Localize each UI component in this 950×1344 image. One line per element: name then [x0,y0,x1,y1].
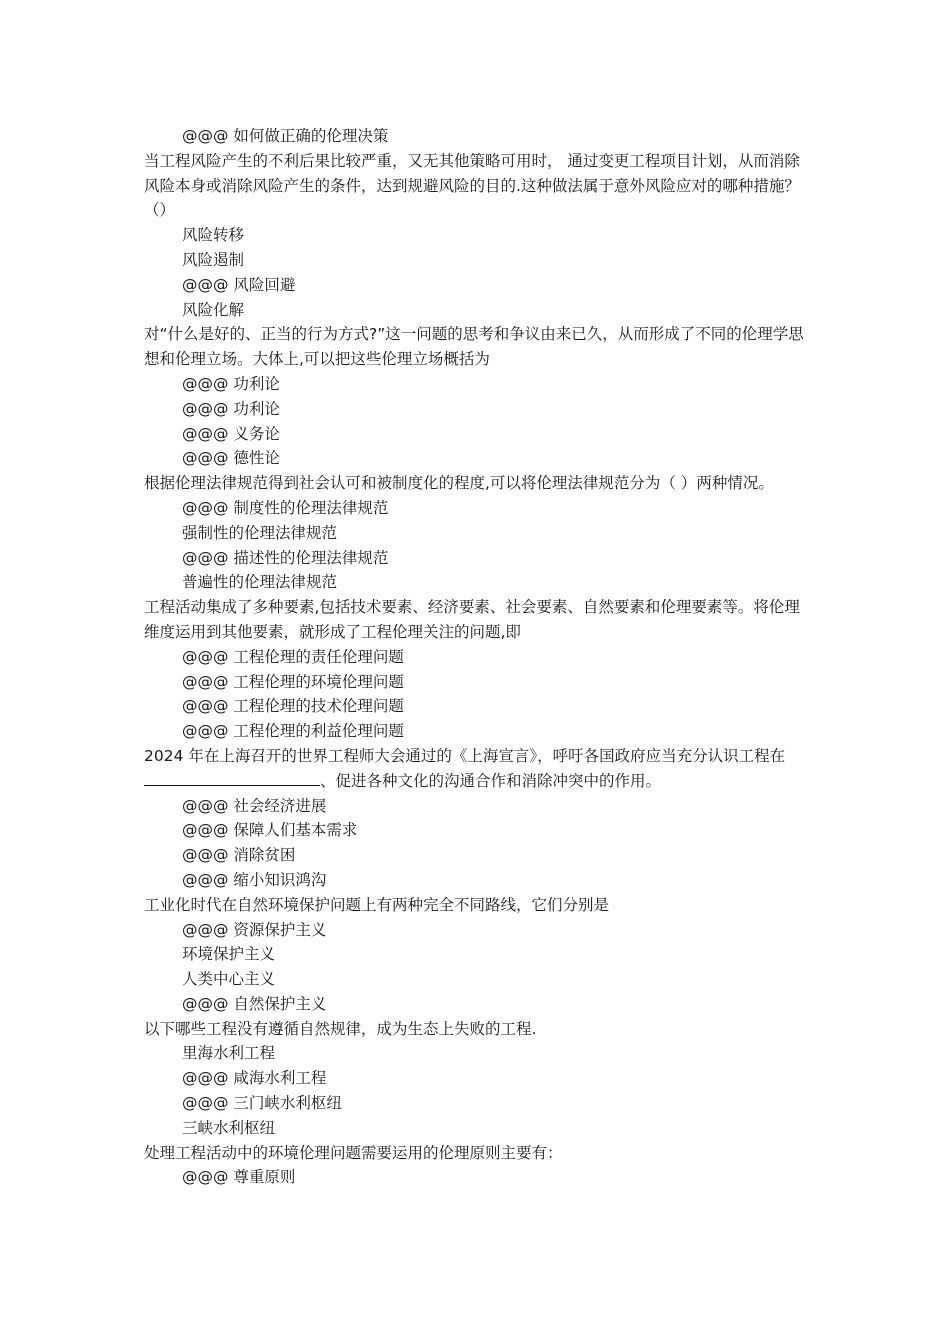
answer-option: 三峡水利枢纽 [182,1118,276,1137]
answer-option: @@@ 义务论 [182,424,280,443]
answer-option: @@@ 缩小知识鸿沟 [182,870,327,889]
question-text: 当工程风险产生的不利后果比较严重，又无其他策略可用时， 通过变更工程项目计划，从而消除风险本身或消除风险产生的条件，达到规避风险的目的.这种做法属于意外风险应对的哪种措施？（） [144,151,800,220]
answer-option: @@@ 咸海水利工程 [182,1069,327,1088]
answer-option: 强制性的伦理法律规范 [182,523,338,542]
fill-in-blank [144,769,320,786]
answer-option: @@@ 保障人们基本需求 [182,821,358,840]
question-list [144,124,810,1190]
answer-option: 普遍性的伦理法律规范 [182,573,338,592]
answer-option: @@@ 描述性的伦理法律规范 [182,548,389,567]
question-text: 对“什么是好的、正当的行为方式?”这一问题的思考和争议由来已久，从而形成了不同的伦理学思想和伦理立场。大体上,可以把这些伦理立场概括为 [144,325,804,369]
answer-option: @@@ 工程伦理的利益伦理问题 [182,722,404,741]
answer-option: @@@ 工程伦理的责任伦理问题 [182,647,404,666]
answer-option: @@@ 资源保护主义 [182,920,327,939]
answer-option: @@@ 工程伦理的技术伦理问题 [182,697,404,716]
question-text: 根据伦理法律规范得到社会认可和被制度化的程度,可以将伦理法律规范分为（ ）两种情况。 [144,474,774,493]
answer-option: 人类中心主义 [182,970,276,989]
answer-option: @@@ 风险回避 [182,275,296,294]
question-text-before-blank: 2024 年在上海召开的世界工程师大会通过的《上海宣言》，呼吁各国政府应当充分认识工程在 [144,746,786,765]
answer-option: @@@ 三门峡水利枢纽 [182,1094,342,1113]
answer-option: 风险化解 [182,300,245,319]
question-text: 工程活动集成了多种要素,包括技术要素、经济要素、社会要素、自然要素和伦理要素等。将伦理维度运用到其他要素，就形成了工程伦理关注的问题,即 [144,598,800,641]
question-text-after-blank: 、促进各种文化的沟通合作和消除冲突中的作用。 [320,771,662,790]
question-text [144,744,810,794]
answer-option: @@@ 如何做正确的伦理决策 [182,127,389,145]
answer-option: @@@ 尊重原则 [182,1168,296,1187]
answer-option: @@@ 德性论 [182,449,280,468]
answer-option: @@@ 制度性的伦理法律规范 [182,498,389,517]
answer-option: 环境保护主义 [182,945,276,964]
answer-option: @@@ 消除贫困 [182,846,296,865]
question-text: 处理工程活动中的环境伦理问题需要运用的伦理原则主要有： [144,1143,563,1162]
answer-option: @@@ 工程伦理的环境伦理问题 [182,672,404,691]
answer-option: @@@ 社会经济进展 [182,796,327,815]
question-text: 以下哪些工程没有遵循自然规律，成为生态上失败的工程. [144,1019,537,1038]
answer-option: @@@ 功利论 [182,374,280,393]
answer-option: @@@ 自然保护主义 [182,994,327,1013]
answer-option: 里海水利工程 [182,1044,276,1063]
answer-option: @@@ 功利论 [182,399,280,418]
answer-option: 风险转移 [182,226,245,245]
question-text: 工业化时代在自然环境保护问题上有两种完全不同路线，它们分别是 [144,895,610,914]
answer-option: 风险遏制 [182,250,245,269]
